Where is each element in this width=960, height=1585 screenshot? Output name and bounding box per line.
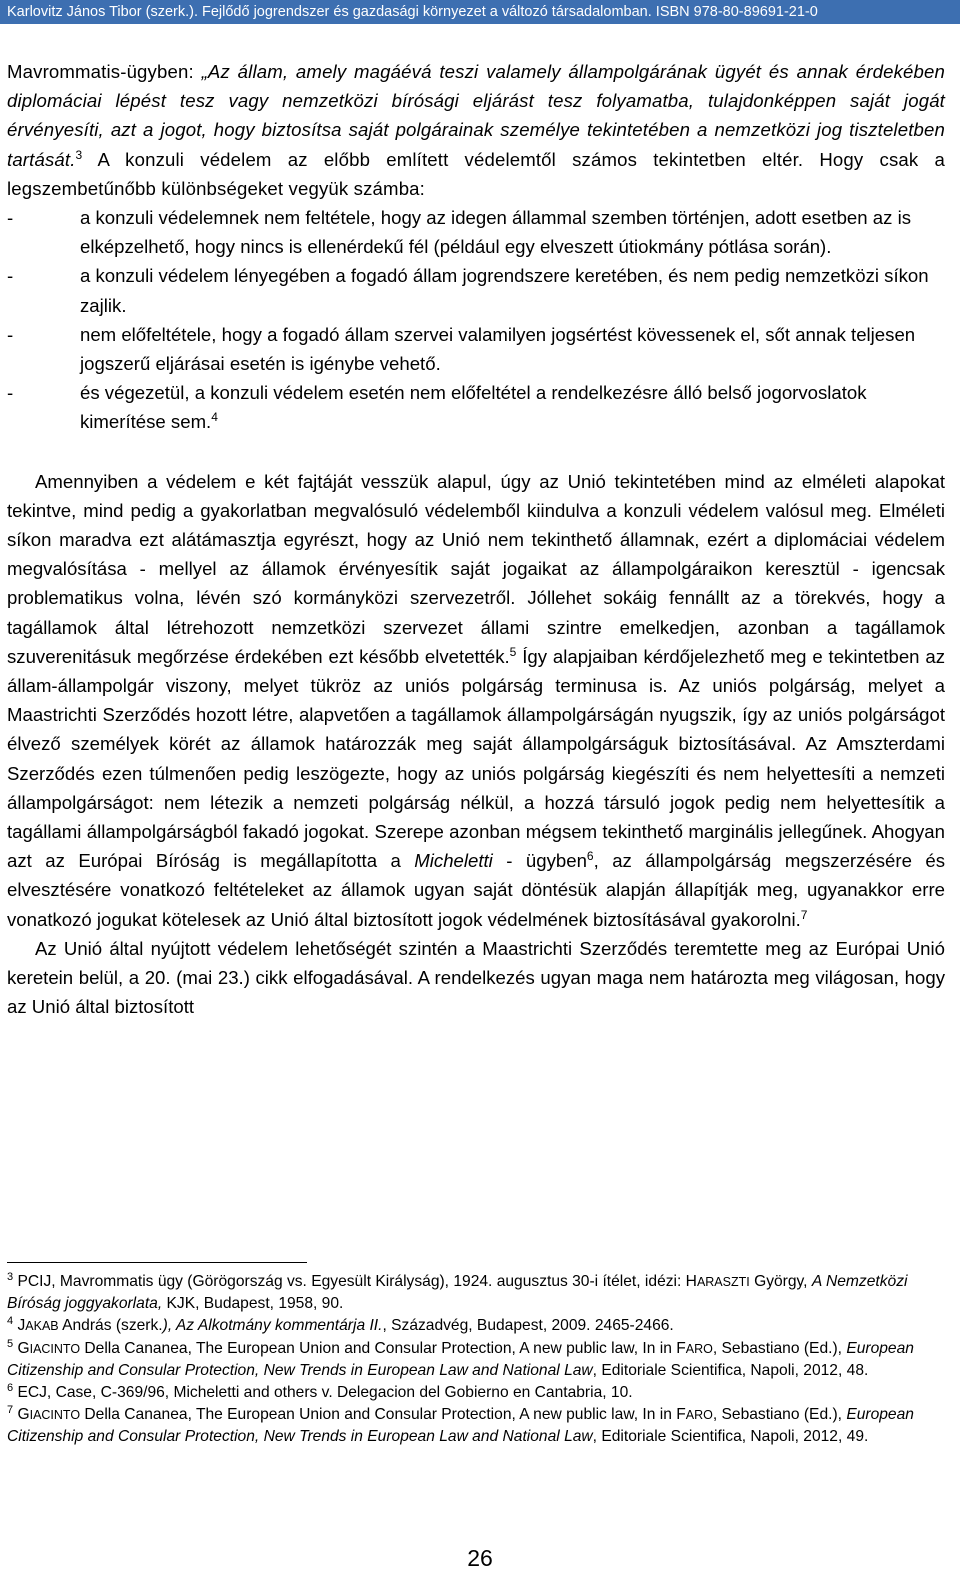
differences-list [7, 203, 945, 437]
footnote-5 [7, 1338, 945, 1382]
editor-initial: F [676, 1339, 686, 1357]
footnote-number: 5 [7, 1337, 14, 1350]
footnote-text: PCIJ, Mavrommatis ügy (Görögország vs. Egyesült Királyság), 1924. augusztus 30-i ítélet, idézi: [13, 1273, 686, 1290]
footnote-number: 7 [7, 1404, 14, 1417]
paragraph-text: Az Unió által nyújtott védelem lehetőségét szintén a Maastrichti Szerződés teremtette meg az Európai Unió keretein belül, a 20. (mai 23.) cikk elfogadásával. A rendelkezés ugyan maga nem határozta meg világosan, hogy az Unió által biztosított [7, 937, 945, 1018]
footnote-text: , Editoriale Scientifica, Napoli, 2012, 49. [592, 1428, 869, 1446]
work-title: ), Az Alkotmány kommentárja II. [162, 1317, 383, 1335]
list-item [7, 203, 945, 261]
footnotes [7, 1271, 945, 1449]
footnote-number: 3 [7, 1270, 14, 1283]
footnote-ref-7[interactable]: 7 [800, 907, 808, 922]
footnote-text: György, [749, 1273, 812, 1290]
footnote-text: , Editoriale Scientifica, Napoli, 2012, 48. [592, 1361, 869, 1379]
paragraph-gap [7, 437, 945, 467]
paragraph-text: , az állampolgárság megszerzésére és elvesztésére vonatkozó feltételeket az államok ugyan saját döntésük alapján állapítják meg, ugyanakkor erre vonatkozó jogukat kötelesek az Unió által biztosított jogok védelmének biztosításával gyakorolni. [7, 850, 946, 930]
paragraph-union-protection [7, 467, 945, 934]
list-item-text: nem előfeltétele, hogy a fogadó állam szervei valamilyen jogsértést kövessenek el, sőt annak teljesen jogszerű eljárásai esetén is igénybe vehető. [80, 323, 916, 375]
footnote-text: ECJ, Case, C-369/96, Micheletti and others v. Delegacion del Gobierno en Cantabria, 10. [13, 1384, 633, 1402]
list-dash: - [7, 323, 14, 345]
list-item [7, 320, 945, 378]
page-number: 26 [467, 1545, 493, 1571]
author-smallcaps: AKAB [25, 1319, 59, 1334]
footnote-text: Della Cananea, The European Union and Consular Protection, A new public law, In in [80, 1339, 677, 1357]
list-dash: - [7, 382, 14, 404]
work-title: European Citizenship and Consular Protection, New Trends in European Law and National Law [7, 1406, 914, 1446]
paragraph-maastricht [7, 934, 945, 1022]
author-smallcaps: IACINTO [29, 1341, 81, 1356]
author-initial: G [13, 1339, 30, 1357]
footnote-text: , Századvég, Budapest, 2009. 2465-2466. [382, 1317, 674, 1335]
footnote-text: András (szerk. [58, 1317, 163, 1335]
footnote-ref-3[interactable]: 3 [75, 147, 83, 162]
list-dash: - [7, 265, 14, 287]
footnote-ref-4[interactable]: 4 [211, 410, 218, 425]
paragraph-mavrommatis [7, 57, 945, 203]
editor-initial: F [676, 1406, 686, 1424]
footnote-text: Della Cananea, The European Union and Consular Protection, A new public law, In in [80, 1406, 677, 1424]
paragraph-text: Amennyiben a védelem e két fajtáját vesszük alapul, úgy az Unió tekintetében mind az elméleti alapokat tekintve, mind pedig a gyakorlatban megvalósuló védelemből kiindulva a konzuli védelem valósul meg. Elméleti síkon maradva ezt alátámasztja egyrészt, hogy az Unió nem tekinthető államnak, ezért a diplomáciai védelem megvalósítása - mellyel az államok érvényesítik saját jogaikat az állampolgáraikon keresztül - igencsak problematikus volna, lévén szó kormányközi szervezetről. Jóllehet sokáig fennállt az a törekvés, hogy a tagállamok által létrehozott nemzetközi szervezet állami szintre emelkedjen, azonban a tagállamok szuverenitásuk megőrzése érdekében ezt később elvetették. [7, 470, 945, 667]
author-smallcaps: IACINTO [29, 1408, 81, 1423]
list-item-text: a konzuli védelemnek nem feltétele, hogy az idegen állammal szemben történjen, adott esetben az is elképzelhető, hogy nincs is ellenérdekű fél (például egy elveszett útiokmány pótlása során). [80, 207, 912, 258]
footnote-separator [7, 1262, 307, 1263]
header-bar [0, 0, 960, 24]
editor-smallcaps: ARO [685, 1341, 713, 1356]
footnote-3 [7, 1271, 945, 1315]
footnote-ref-6[interactable]: 6 [586, 849, 594, 864]
footnote-4 [7, 1315, 945, 1337]
author-initial: J [13, 1317, 26, 1335]
header-citation: Karlovitz János Tibor (szerk.). Fejlődő jogrendszer és gazdasági környezet a változó társadalomban. ISBN 978-80-89691-21-0 [7, 4, 818, 20]
footnote-text: , Sebastiano (Ed.), [712, 1339, 847, 1357]
footnote-ref-5[interactable]: 5 [509, 644, 517, 659]
paragraph-text: - ügyben [492, 850, 587, 872]
paragraph-text: Így alapjaiban kérdőjelezhető meg e tekintetben az állam-állampolgár viszony, melyet tükröz az uniós polgárság terminusa is. Az uniós polgárság, melyet a Maastrichti Szerződés hozott létre, alapvetően a tagállamok állampolgárságán nyugszik, így az uniós polgárságot élvező személyek körét az államok határozzák meg saját állampolgárságuk biztosításával. Az Amszterdami Szerződés ezen túlmenően pedig leszögezte, hogy az uniós polgárság kiegészíti és nem helyettesíti a nemzeti állampolgárságot: nem létezik a nemzeti polgárság nélkül, a hozzá társuló jogok pedig nem helyettesítik a tagállami állampolgárságból fakadó jogokat. Szerepe azonban mégsem tekinthető marginális jellegűnek. Ahogyan azt az Európai Bíróság is megállapította a [7, 645, 945, 872]
list-dash: - [7, 207, 14, 229]
work-title: European Citizenship and Consular Protection, New Trends in European Law and National Law [7, 1339, 914, 1379]
footnote-6 [7, 1382, 945, 1404]
editor-smallcaps: ARO [685, 1408, 713, 1423]
work-title: A Nemzetközi Bíróság joggyakorlata, [7, 1273, 908, 1313]
lead-text: Mavrommatis-ügyben: [7, 61, 202, 82]
paragraph-rest: A konzuli védelem az előbb említett védelemtől számos tekintetben eltér. Hogy csak a legszembetűnőbb különbségeket vegyük számba: [7, 148, 945, 199]
footnote-7 [7, 1404, 945, 1448]
footnote-text: , Sebastiano (Ed.), [712, 1406, 847, 1424]
footnote-number: 4 [7, 1315, 14, 1328]
case-name: Micheletti [414, 850, 493, 872]
main-text [7, 57, 945, 1022]
author-initial: H [685, 1273, 697, 1290]
list-item-text: a konzuli védelem lényegében a fogadó állam jogrendszere keretében, és nem pedig nemzetközi síkon zajlik. [80, 265, 929, 316]
author-smallcaps: ARASZTI [696, 1275, 750, 1289]
quotation: „Az állam, amely magáévá teszi valamely állampolgárának ügyét és annak érdekében diplomáciai lépést tesz vagy nemzetközi bírósági eljárást tesz folyamatba, tulajdonképpen saját jogát érvényesíti, azt a jogot, hogy biztosítsa saját polgárainak személye tekintetében a nemzetközi jog tiszteletben tartását. [7, 61, 945, 170]
list-item [7, 261, 945, 319]
author-initial: G [13, 1406, 30, 1424]
list-item [7, 378, 945, 436]
footnote-number: 6 [7, 1381, 14, 1394]
footnote-text: KJK, Budapest, 1958, 90. [162, 1295, 344, 1313]
list-item-text: és végezetül, a konzuli védelem esetén nem előfeltétel a rendelkezésre álló belső jogorvoslatok kimerítése sem. [80, 382, 867, 433]
